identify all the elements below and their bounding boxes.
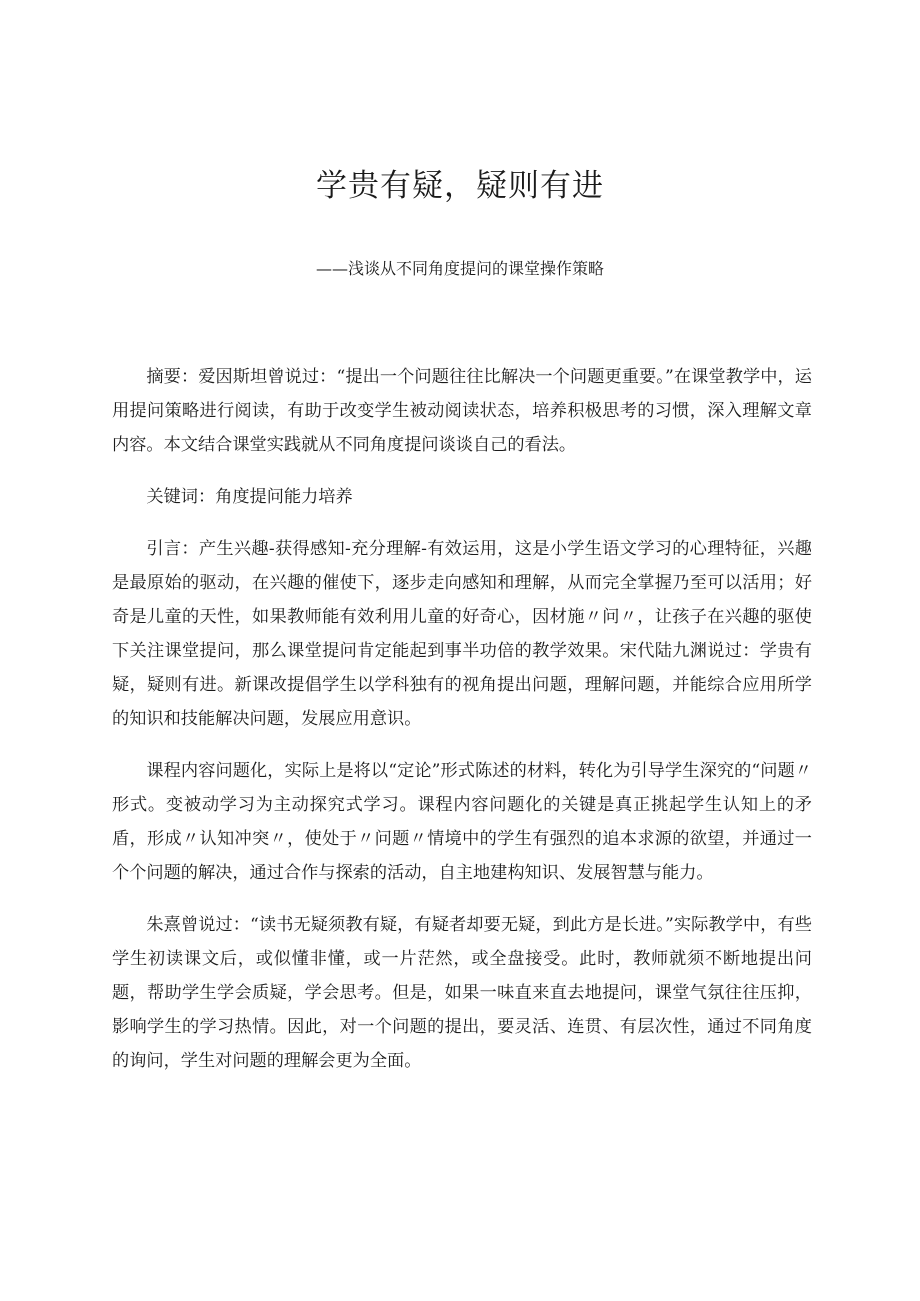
document-body: [112, 360, 812, 1096]
keywords-paragraph: 关键词：角度提问能力培养: [146, 487, 353, 507]
document-title: 学贵有疑，疑则有进: [316, 168, 604, 204]
introduction-paragraph: 引言：产生兴趣-获得感知-充分理解-有效运用，这是小学生语文学习的心理特征，兴趣是最原始的驱动，在兴趣的催使下，逐步走向感知和理解，从而完全掌握乃至可以活用；好奇是儿童的天性，如果教师能有效利用儿童的好奇心，因材施〃问〃，让孩子在兴趣的驱使下关注课堂提问，那么课堂提问肯定能起到事半功倍的教学效果。宋代陆九渊说过：学贵有疑，疑则有进。新课改提倡学生以学科独有的视角提出问题，理解问题，并能综合应用所学的知识和技能解决问题，发展应用意识。: [112, 539, 812, 729]
document-subtitle: ——浅谈从不同角度提问的课堂操作策略: [315, 259, 604, 278]
body-paragraph-zhuxi-quote: 朱熹曾说过：“读书无疑须教有疑，有疑者却要无疑，到此方是长进。”实际教学中，有些学生初读课文后，或似懂非懂，或一片茫然，或全盘接受。此时，教师就须不断地提出问题，帮助学生学会质疑，学会思考。但是，如果一味直来直去地提问，课堂气氛往往压抑，影响学生的学习热情。因此，对一个问题的提出，要灵活、连贯、有层次性，通过不同角度的询问，学生对问题的理解会更为全面。: [112, 915, 812, 1071]
body-paragraph-problematization: 课程内容问题化，实际上是将以“定论”形式陈述的材料，转化为引导学生深究的“问题〃形式。变被动学习为主动探究式学习。课程内容问题化的关键是真正挑起学生认知上的矛盾，形成〃认知冲突〃，使处于〃问题〃情境中的学生有强烈的追本求源的欲望，并通过一个个问题的解决，通过合作与探索的活动，自主地建构知识、发展智慧与能力。: [112, 761, 812, 883]
abstract-paragraph: 摘要：爱因斯坦曾说过：“提出一个问题往往比解决一个问题更重要。”在课堂教学中，运用提问策略进行阅读，有助于改变学生被动阅读状态，培养积极思考的习惯，深入理解文章内容。本文结合课堂实践就从不同角度提问谈谈自己的看法。: [112, 367, 812, 455]
